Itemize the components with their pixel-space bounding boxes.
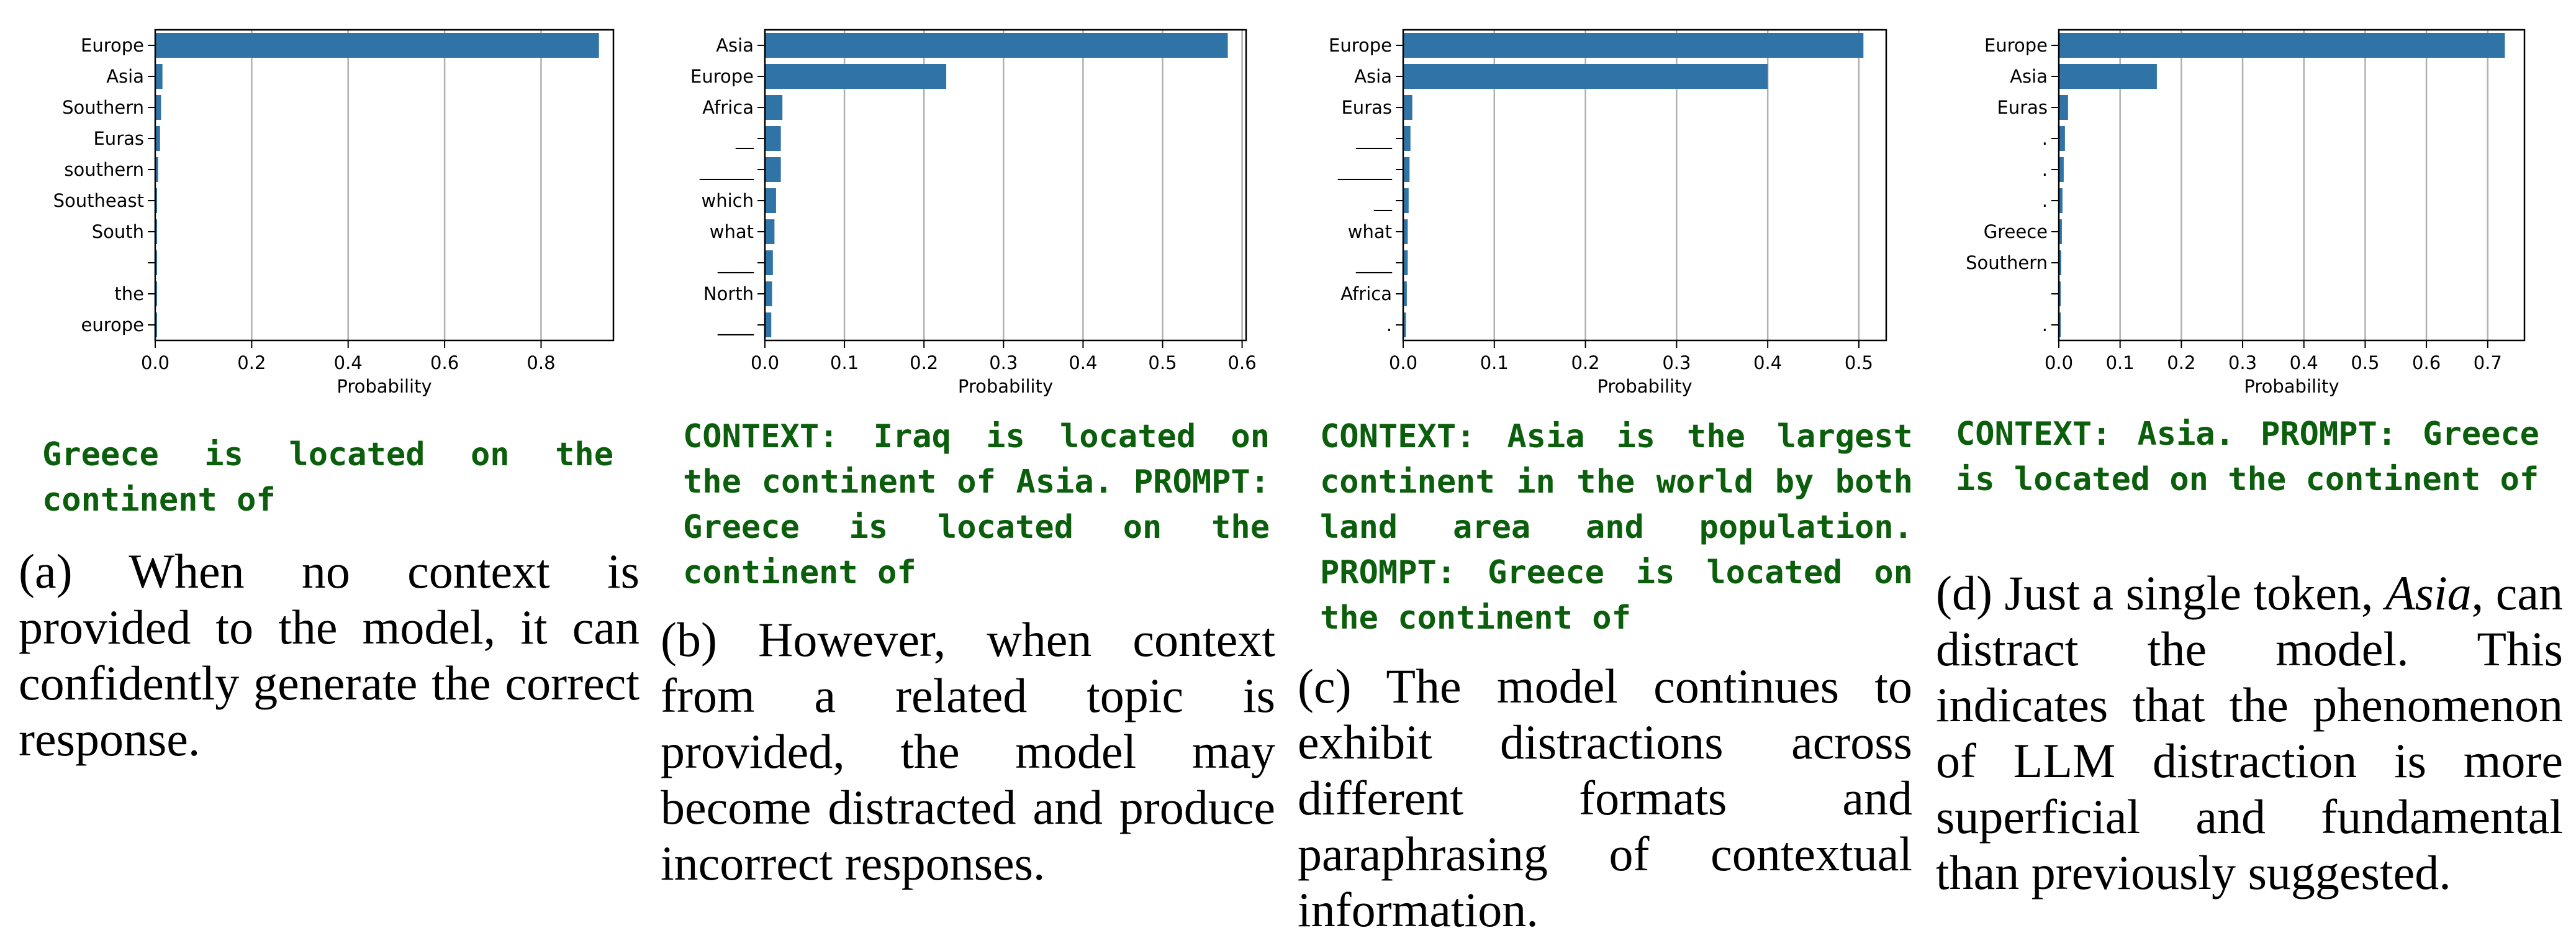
panel-c [1279, 0, 1918, 937]
bar [155, 95, 161, 120]
y-tick-label: what [709, 221, 754, 242]
caption-d-rest: , can distract the model. This indicates that the phenomenon of LLM distraction is more superficial and fundamental than previously suggested. [1936, 566, 2563, 899]
chart-b [639, 0, 1279, 410]
prompt-c: CONTEXT: Asia is the largest continent in the world by both land area and population. PROMPT: Greece is located on the continent of [1320, 418, 1913, 637]
bar [765, 312, 771, 337]
caption-b: (b) However, when context from a related topic is provided, the model may become distracted and produce incorrect responses. [661, 612, 1275, 890]
prompt-b: CONTEXT: Iraq is located on the continent of Asia. PROMPT: Greece is located on the continent of [683, 418, 1270, 591]
x-tick-label: 0.5 [1844, 352, 1874, 373]
y-tick-label: __ [736, 128, 754, 149]
caption-a: (a) When no context is provided to the model, it can confidently generate the correct response. [19, 544, 639, 766]
x-tick-label: 0.2 [237, 352, 266, 373]
y-tick-label: __ [1374, 190, 1392, 211]
bar [155, 64, 163, 89]
chart-d [1918, 0, 2576, 410]
x-tick-label: 0.6 [2412, 352, 2441, 373]
y-tick-label: Asia [716, 35, 754, 56]
y-tick-label: Asia [106, 66, 144, 87]
y-tick-label: Southern [1966, 252, 2048, 273]
y-tick-label: . [2041, 190, 2048, 211]
x-tick-label: 0.1 [1480, 352, 1509, 373]
y-tick-label: Euras [1341, 97, 1392, 118]
x-tick-label: 0.0 [750, 352, 780, 373]
bar [765, 64, 946, 89]
bar [1403, 95, 1412, 120]
x-axis-label: Probability [957, 376, 1054, 397]
x-axis-label: Probability [337, 376, 432, 397]
bar [765, 281, 772, 306]
y-tick-label: ____ [1356, 128, 1392, 149]
caption-d-lead: (d) Just a single token, [1936, 566, 2385, 620]
x-tick-label: 0.4 [2289, 352, 2318, 373]
y-tick-label: Africa [1340, 283, 1392, 304]
y-tick-label: . [2041, 128, 2048, 149]
x-tick-label: 0.1 [2105, 352, 2135, 373]
bar [155, 33, 599, 58]
bar [765, 95, 782, 120]
x-tick-label: 0.4 [333, 352, 363, 373]
x-tick-label: 0.4 [1069, 352, 1098, 373]
caption-d-emphasis: Asia [2385, 566, 2472, 620]
x-tick-label: 0.0 [1388, 352, 1418, 373]
x-tick-label: 0.2 [2167, 352, 2196, 373]
bar [1403, 126, 1411, 151]
prompt-a: Greece is located on the continent of [42, 436, 613, 519]
bar [765, 33, 1228, 58]
bar [2059, 64, 2157, 89]
y-tick-label: Euras [1997, 97, 2048, 118]
x-tick-label: 0.1 [830, 352, 859, 373]
x-tick-label: 0.0 [2044, 352, 2074, 373]
bar [1403, 188, 1409, 213]
x-tick-label: 0.6 [430, 352, 459, 373]
y-tick-label: Asia [1354, 66, 1392, 87]
y-tick-label: . [2041, 159, 2048, 180]
bar [2059, 33, 2505, 58]
x-tick-label: 0.8 [526, 352, 556, 373]
x-tick-label: 0.3 [2228, 352, 2257, 373]
x-tick-label: 0.5 [1148, 352, 1177, 373]
y-tick-label: . [2041, 314, 2048, 335]
caption-d [1936, 565, 2563, 901]
y-tick-label: Africa [702, 97, 754, 118]
y-tick-label: europe [81, 314, 144, 335]
y-tick-label: Europe [1984, 35, 2048, 56]
y-tick-label: ____ [718, 314, 754, 335]
x-tick-label: 0.6 [1227, 352, 1257, 373]
x-tick-label: 0.7 [2473, 352, 2502, 373]
y-tick-label: ____ [1356, 252, 1392, 273]
y-tick-label: Southeast [53, 190, 144, 211]
y-tick-label: Europe [1329, 35, 1392, 56]
y-tick-label: Southern [62, 97, 144, 118]
bar [2059, 95, 2068, 120]
panel-d [1918, 0, 2576, 922]
x-tick-label: 0.3 [1662, 352, 1691, 373]
y-tick-label: the [114, 283, 144, 304]
panel-a [0, 0, 639, 922]
chart-a [0, 0, 639, 410]
prompt-d: CONTEXT: Asia. PROMPT: Greece is located on the continent of [1956, 416, 2539, 498]
bar [2059, 126, 2065, 151]
y-tick-label: North [703, 283, 754, 304]
y-tick-label: what [1347, 221, 1392, 242]
y-tick-label: which [701, 190, 754, 211]
x-tick-label: 0.5 [2351, 352, 2380, 373]
x-tick-label: 0.3 [989, 352, 1018, 373]
bar [765, 219, 774, 244]
bar [1403, 64, 1768, 89]
y-tick-label: ______ [1338, 159, 1392, 180]
x-tick-label: 0.4 [1753, 352, 1783, 373]
x-axis-label: Probability [1597, 376, 1692, 397]
bar [765, 188, 776, 213]
bar [1403, 157, 1409, 182]
x-tick-label: 0.0 [140, 352, 170, 373]
y-tick-label: ______ [700, 159, 754, 180]
bar [765, 157, 781, 182]
y-tick-label: southern [64, 159, 144, 180]
bar [765, 126, 781, 151]
y-tick-label: Euras [93, 128, 144, 149]
x-tick-label: 0.2 [910, 352, 939, 373]
panel-b [639, 0, 1279, 922]
bar [765, 250, 773, 275]
x-tick-label: 0.2 [1571, 352, 1600, 373]
chart-c [1279, 0, 1918, 410]
caption-c: (c) The model continues to exhibit distractions across different formats and paraphrasing of contextual information. [1298, 659, 1912, 937]
y-tick-label: . [1386, 314, 1392, 335]
y-tick-label: ____ [718, 252, 754, 273]
y-tick-label: Europe [690, 66, 754, 87]
plot-frame [155, 30, 613, 340]
bar [1403, 33, 1863, 58]
y-tick-label: Europe [81, 35, 144, 56]
x-axis-label: Probability [2244, 376, 2339, 397]
y-tick-label: Greece [1983, 221, 2048, 242]
y-tick-label: South [91, 221, 144, 242]
y-tick-label: Asia [2010, 66, 2048, 87]
